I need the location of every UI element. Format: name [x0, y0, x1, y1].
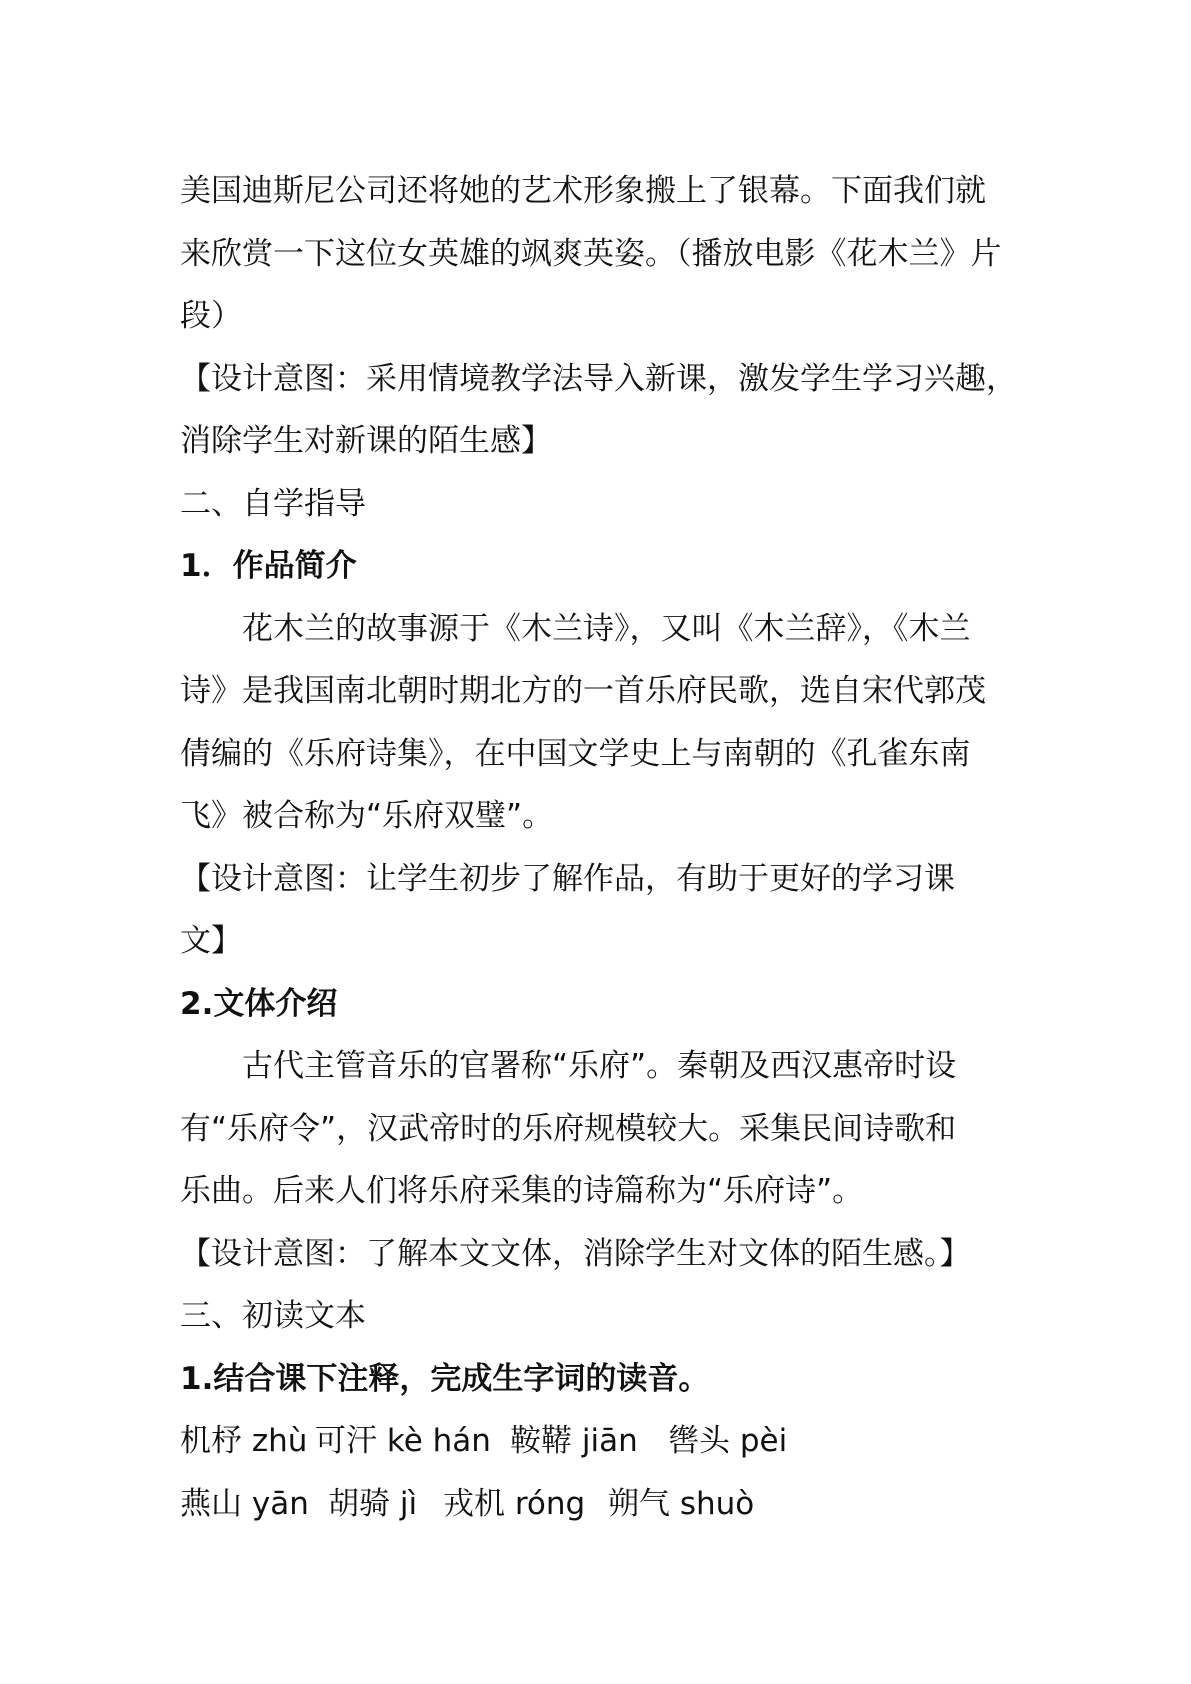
paragraph-line: 来欣赏一下这位女英雄的飒爽英姿。（播放电影《花木兰》片	[180, 235, 1002, 272]
section-heading: 二、自学指导	[180, 485, 366, 522]
paragraph-line: 有“乐府令”，汉武帝时的乐府规模较大。采集民间诗歌和	[180, 1110, 957, 1147]
paragraph-line: 段）	[180, 298, 242, 334]
pinyin-item: 戎机 róng	[443, 1485, 586, 1522]
subsection-heading: 1．作品简介	[180, 548, 357, 584]
pinyin-item: 燕山 yān	[180, 1485, 309, 1522]
paragraph-line: 乐曲。后来人们将乐府采集的诗篇称为“乐府诗”。	[180, 1173, 864, 1209]
pinyin-row	[180, 1410, 1060, 1473]
pinyin-item: 辔头 pèi	[668, 1423, 788, 1459]
pinyin-item: 朔气 shuò	[608, 1485, 755, 1522]
paragraph-line: 古代主管音乐的官署称“乐府”。秦朝及西汉惠帝时设	[242, 1048, 957, 1084]
paragraph-line: 花木兰的故事源于《木兰诗》，又叫《木兰辞》，《木兰	[242, 610, 971, 647]
pinyin-row	[180, 1473, 1060, 1536]
subsection-heading: 1.结合课下注释，完成生字词的读音。	[180, 1360, 710, 1397]
document-body	[180, 160, 1060, 1535]
pinyin-item: 鞍鞯 jiān	[510, 1423, 638, 1459]
paragraph-line: 诗》是我国南北朝时期北方的一首乐府民歌，选自宋代郭茂	[180, 673, 986, 709]
pinyin-item: 胡骑 jì	[328, 1485, 418, 1522]
section-heading: 三、初读文本	[180, 1298, 366, 1334]
design-intent-note: 【设计意图：了解本文文体，消除学生对文体的陌生感。】	[180, 1235, 971, 1272]
pinyin-item: 可汗 kè hán	[315, 1423, 491, 1459]
pinyin-item: 机杼 zhù	[180, 1423, 308, 1459]
design-intent-note: 文】	[180, 923, 242, 959]
paragraph-line: 倩编的《乐府诗集》，在中国文学史上与南朝的《孔雀东南	[180, 735, 971, 772]
design-intent-note: 消除学生对新课的陌生感】	[180, 423, 552, 459]
subsection-heading: 2.文体介绍	[180, 985, 338, 1022]
paragraph-line: 飞》被合称为“乐府双璧”。	[180, 798, 554, 834]
paragraph-line: 美国迪斯尼公司还将她的艺术形象搬上了银幕。下面我们就	[180, 173, 986, 209]
design-intent-note: 【设计意图：让学生初步了解作品，有助于更好的学习课	[180, 860, 955, 897]
design-intent-note: 【设计意图：采用情境教学法导入新课，激发学生学习兴趣，	[180, 360, 1017, 397]
